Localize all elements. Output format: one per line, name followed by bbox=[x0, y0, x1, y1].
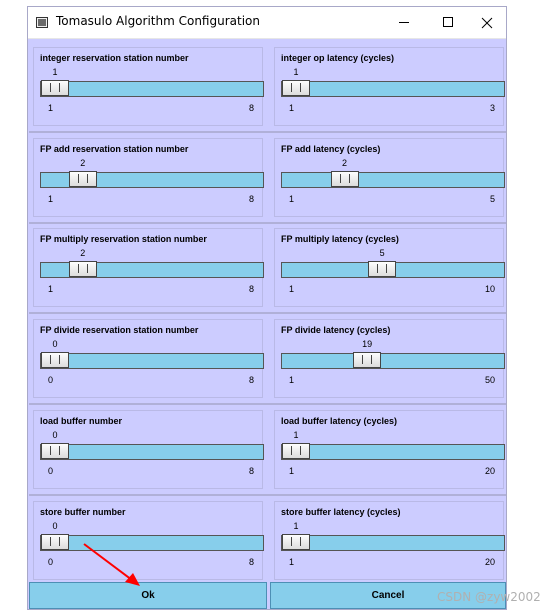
annotation-arrow bbox=[80, 540, 150, 592]
app-icon bbox=[36, 17, 48, 28]
row-separator bbox=[29, 403, 506, 405]
row-separator bbox=[29, 494, 506, 496]
slider-max-label: 10 bbox=[484, 284, 495, 294]
slider-value: 2 bbox=[80, 158, 86, 168]
slider-min-label: 1 bbox=[289, 194, 295, 204]
slider-label: store buffer number bbox=[40, 507, 126, 517]
cancel-button[interactable]: Cancel bbox=[270, 582, 506, 609]
slider-track[interactable] bbox=[40, 172, 264, 188]
slider-thumb[interactable] bbox=[331, 171, 359, 187]
slider-track[interactable] bbox=[40, 262, 264, 278]
slider-min-label: 1 bbox=[48, 194, 54, 204]
slider-track[interactable] bbox=[40, 444, 264, 460]
slider-value: 19 bbox=[362, 339, 373, 349]
slider-max-label: 20 bbox=[484, 557, 495, 567]
slider-thumb[interactable] bbox=[353, 352, 381, 368]
slider-label: FP add latency (cycles) bbox=[281, 144, 381, 154]
slider-panel bbox=[274, 138, 504, 217]
slider-max-label: 8 bbox=[248, 557, 254, 567]
slider-min-label: 1 bbox=[289, 284, 295, 294]
slider-panel bbox=[274, 501, 504, 580]
slider-min-label: 1 bbox=[48, 284, 54, 294]
slider-thumb[interactable] bbox=[41, 80, 69, 96]
slider-value: 5 bbox=[379, 248, 385, 258]
slider-track[interactable] bbox=[281, 262, 505, 278]
slider-panel bbox=[33, 47, 263, 126]
slider-value: 1 bbox=[293, 521, 299, 531]
slider-thumb[interactable] bbox=[368, 261, 396, 277]
close-button[interactable] bbox=[462, 7, 506, 38]
watermark: CSDN @zyw2002 bbox=[437, 590, 541, 604]
slider-thumb[interactable] bbox=[41, 443, 69, 459]
slider-track[interactable] bbox=[281, 81, 505, 97]
slider-track[interactable] bbox=[281, 172, 505, 188]
slider-min-label: 1 bbox=[289, 466, 295, 476]
slider-label: FP add reservation station number bbox=[40, 144, 189, 154]
slider-value: 0 bbox=[52, 521, 58, 531]
slider-label: load buffer number bbox=[40, 416, 123, 426]
slider-value: 2 bbox=[341, 158, 348, 168]
slider-max-label: 8 bbox=[248, 466, 254, 476]
slider-track[interactable] bbox=[281, 535, 505, 551]
close-icon bbox=[462, 7, 506, 38]
slider-thumb[interactable] bbox=[69, 261, 97, 277]
slider-max-label: 8 bbox=[248, 375, 254, 385]
slider-panel bbox=[274, 228, 504, 307]
slider-track[interactable] bbox=[281, 353, 505, 369]
title-bar[interactable] bbox=[28, 7, 506, 39]
config-window bbox=[27, 6, 507, 610]
slider-value: 2 bbox=[80, 248, 86, 258]
slider-min-label: 1 bbox=[289, 375, 295, 385]
slider-min-label: 1 bbox=[48, 103, 54, 113]
slider-label: store buffer latency (cycles) bbox=[281, 507, 401, 517]
slider-thumb[interactable] bbox=[69, 171, 97, 187]
slider-min-label: 0 bbox=[48, 557, 54, 567]
slider-label: load buffer latency (cycles) bbox=[281, 416, 398, 426]
slider-thumb[interactable] bbox=[282, 80, 310, 96]
row-separator bbox=[29, 222, 506, 224]
slider-max-label: 8 bbox=[248, 194, 254, 204]
slider-value: 0 bbox=[52, 339, 58, 349]
slider-value: 1 bbox=[293, 67, 299, 77]
slider-thumb[interactable] bbox=[282, 443, 310, 459]
slider-value: 1 bbox=[293, 430, 299, 440]
slider-track[interactable] bbox=[40, 81, 264, 97]
slider-label: FP divide latency (cycles) bbox=[281, 325, 391, 335]
slider-max-label: 50 bbox=[484, 375, 495, 385]
slider-thumb[interactable] bbox=[41, 352, 69, 368]
slider-panel bbox=[33, 138, 263, 217]
slider-panel bbox=[33, 319, 263, 398]
slider-track[interactable] bbox=[40, 353, 264, 369]
slider-max-label: 8 bbox=[248, 103, 254, 113]
slider-thumb[interactable] bbox=[41, 534, 69, 550]
slider-panel bbox=[274, 319, 504, 398]
slider-max-label: 5 bbox=[489, 194, 495, 204]
slider-panel bbox=[274, 47, 504, 126]
slider-label: FP multiply latency (cycles) bbox=[281, 234, 399, 244]
minimize-icon bbox=[381, 7, 426, 38]
slider-min-label: 1 bbox=[289, 103, 295, 113]
slider-label: integer op latency (cycles) bbox=[281, 53, 395, 63]
slider-track[interactable] bbox=[40, 535, 264, 551]
slider-value: 0 bbox=[52, 430, 58, 440]
window-title: Tomasulo Algorithm Configuration bbox=[56, 14, 260, 28]
slider-min-label: 0 bbox=[48, 375, 54, 385]
slider-label: FP multiply reservation station number bbox=[40, 234, 207, 244]
slider-panel bbox=[33, 410, 263, 489]
slider-value: 1 bbox=[52, 67, 58, 77]
slider-min-label: 1 bbox=[289, 557, 295, 567]
slider-max-label: 20 bbox=[484, 466, 495, 476]
slider-thumb[interactable] bbox=[282, 534, 310, 550]
slider-track[interactable] bbox=[281, 444, 505, 460]
slider-panel bbox=[274, 410, 504, 489]
slider-label: FP divide reservation station number bbox=[40, 325, 199, 335]
slider-label: integer reservation station number bbox=[40, 53, 189, 63]
row-separator bbox=[29, 131, 506, 133]
minimize-button[interactable] bbox=[381, 7, 426, 38]
row-separator bbox=[29, 312, 506, 314]
slider-max-label: 8 bbox=[248, 284, 254, 294]
ok-button[interactable]: Ok bbox=[29, 582, 267, 609]
slider-min-label: 0 bbox=[48, 466, 54, 476]
slider-panel bbox=[33, 228, 263, 307]
slider-max-label: 3 bbox=[489, 103, 495, 113]
